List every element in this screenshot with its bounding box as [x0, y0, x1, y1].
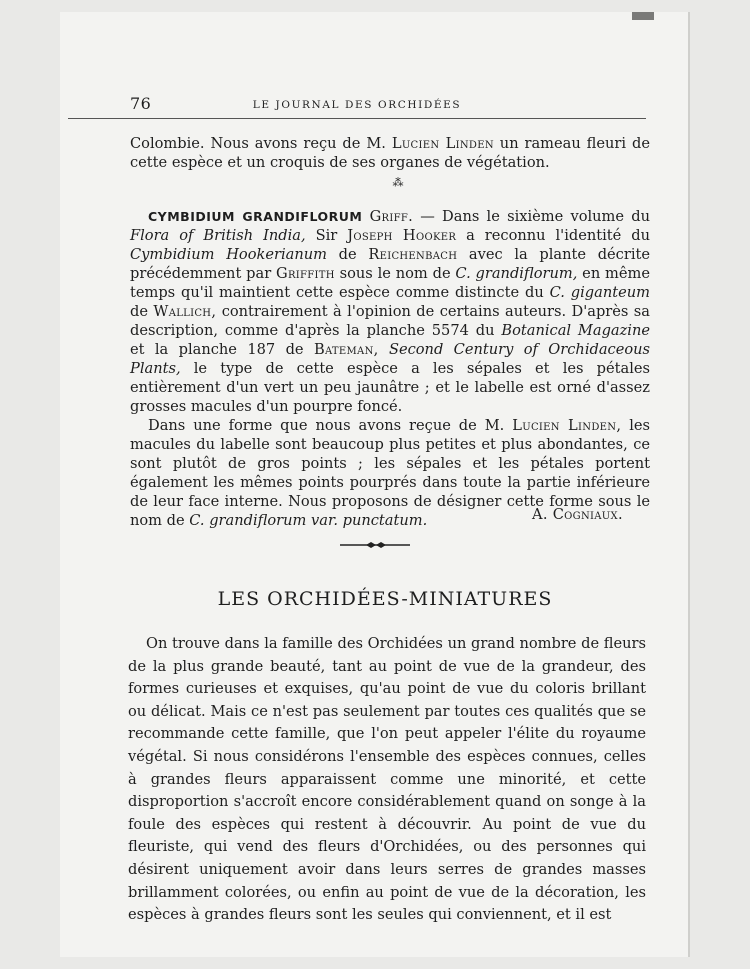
article-paragraph-1: [130, 207, 650, 416]
author-signature: A. Cogniaux.: [532, 506, 623, 523]
text-run: Griffith: [276, 265, 335, 282]
section-body: [128, 633, 646, 927]
running-title: LE JOURNAL DES ORCHIDÉES: [252, 99, 462, 111]
text-run: avec la plante décrite précédemment par: [130, 246, 650, 282]
text-run: Flora of British India,: [130, 227, 306, 244]
intro-person-name: Lucien Linden: [391, 135, 494, 152]
intro-text-start: Colombie. Nous avons reçu de M.: [130, 135, 392, 152]
species-title: CYMBIDIUM GRANDIFLORUM: [148, 209, 363, 224]
section-title: LES ORCHIDÉES-MINIATURES: [217, 588, 553, 610]
text-run: le type de cette espèce a les sépales et les pétales entièrement d'un vert un peu jaunâtre ; et le labelle est orné d'assez grosses macules d'un pourpre foncé.: [130, 360, 650, 415]
text-run: Sir: [305, 227, 348, 244]
text-run: C. giganteum: [549, 284, 650, 301]
text-run: Wallich,: [153, 303, 217, 320]
text-run: Dans une forme que nous avons reçue de M.: [148, 417, 513, 434]
text-run: a reconnu l'identité du: [456, 227, 650, 244]
text-run: et la planche 187 de: [130, 341, 314, 358]
species-author: Griff.: [369, 208, 414, 225]
text-run: C. grandiflorum,: [455, 265, 578, 282]
section-paragraph: On trouve dans la famille des Orchidées un grand nombre de fleurs de la plus grande beauté, tant au point de vue de la grandeur, des formes curieuses et exquises, qu'au point de vue du coloris brillant ou délicat. Mais ce n'est pas seulement par toutes ces qualités que se recommande cette famille, que l'on peut appeler l'élite du royaume végétal. Si nous considérons l'ensemble des espèces connues, celles à grandes fleurs apparaissent comme une minorité, et cette disproportion s'accroît encore considérablement quand on songe à la foule des espèces qui restent à découvrir. Au point de vue du fleuriste, qui vend des fleurs d'Orchidées, ou des personnes qui désirent uniquement avoir dans leurs serres de grandes masses brillamment colorées, ou enfin au point de vue de la décoration, les espèces à grandes fleurs sont les seules qui conviennent, et il est: [128, 635, 646, 924]
article-body: [130, 207, 650, 530]
text-run: Botanical Magazine: [501, 322, 651, 339]
text-run: de: [326, 246, 369, 263]
text-run: [379, 341, 389, 358]
text-run: en même temps qu'il maintient cette espèce comme distincte du: [130, 265, 650, 301]
text-run: sous le nom de: [334, 265, 456, 282]
text-run: Bateman,: [313, 341, 379, 358]
text-run: Second Century of Orchidaceous Plants,: [130, 341, 651, 377]
intro-paragraph: [130, 134, 650, 172]
scan-mark: [632, 12, 654, 20]
asterism-ornament: ⁂: [392, 176, 404, 189]
page-number: 76: [130, 94, 152, 113]
text-run: Reichenbach: [368, 246, 458, 263]
text-run: Joseph Hooker: [347, 227, 457, 244]
intro-text-end: un rameau fleuri de cette espèce et un croquis de ses organes de végétation.: [130, 135, 650, 171]
text-run: C. grandiflorum var. punctatum.: [189, 512, 428, 529]
text-run: de: [130, 303, 154, 320]
text-run: contrairement à l'opinion de certains auteurs. D'après sa description, comme d'après la planche 5574 du: [130, 303, 650, 339]
text-run: Cymbidium Hookerianum: [130, 246, 327, 263]
text-run: Lucien Linden,: [512, 417, 622, 434]
page-header: [68, 92, 646, 119]
text-run: les macules du labelle sont beaucoup plus petites et plus abondantes, ce sont plutôt de gros points ; les sépales et les pétales portent également les mêmes points pourprés dans toute la partie inférieure de leur face interne. Nous proposons de désigner cette forme sous le nom de: [130, 417, 650, 529]
text-run: — Dans le sixième volume du: [413, 208, 650, 225]
ornamental-separator: [340, 541, 410, 549]
